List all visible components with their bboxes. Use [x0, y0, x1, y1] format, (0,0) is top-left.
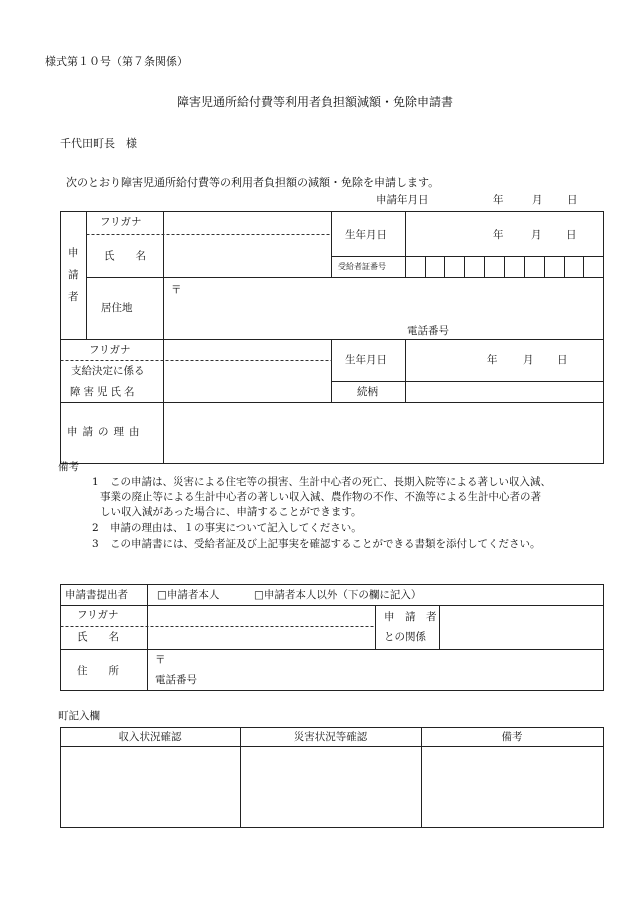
- note-2-line-1: 申請の理由は、１の事実について記入してください。: [110, 522, 362, 534]
- applicant-furigana-label: フリガナ: [100, 216, 142, 228]
- child-relationship-label: 続柄: [357, 386, 378, 398]
- child-birth-year: 年: [487, 354, 498, 366]
- submitter-relation-line2: との関係: [384, 631, 426, 643]
- note-1-line-1: この申請は、災害による住宅等の損害、生計中心者の死亡、長期入院等による著しい収入減、: [110, 476, 551, 488]
- application-date-month: 月: [532, 194, 543, 206]
- applicant-name-label: 氏 名: [104, 250, 146, 262]
- submitter-furigana-label: フリガナ: [77, 609, 119, 621]
- application-date-label: 申請年月日: [376, 194, 429, 206]
- submitter-option-other[interactable]: □申請者本人以外（下の欄に記入）: [254, 589, 422, 601]
- applicant-birth-year: 年: [493, 229, 504, 241]
- application-date-year: 年: [493, 194, 504, 206]
- intro-text: 次のとおり障害児通所給付費等の利用者負担額の減額・免除を申請します。: [66, 176, 440, 189]
- town-use-label: 町記入欄: [58, 710, 100, 722]
- child-birth-month: 月: [523, 354, 534, 366]
- submitter-postal-mark: 〒: [155, 654, 166, 666]
- submitter-relation-line1: 申 請 者: [384, 611, 437, 623]
- child-label-line2: 障害児氏名: [70, 386, 138, 398]
- submitter-address-label: 住 所: [77, 665, 119, 677]
- note-3-line-1: この申請書には、受給者証及び上記事実を確認することができる書類を添付してください。: [110, 538, 541, 550]
- town-use-col-disaster: 災害状況等確認: [293, 731, 368, 743]
- applicant-postal-mark: 〒: [171, 284, 182, 296]
- note-2-number: 2: [92, 522, 99, 534]
- submitter-phone-label: 電話番号: [155, 674, 197, 686]
- note-1-line-2: 事業の廃止等による生計中心者の著しい収入減、農作物の不作、不漁等による生計中心者の著: [100, 491, 541, 503]
- application-date-day: 日: [567, 194, 578, 206]
- applicant-section-label-2: 請: [68, 269, 79, 281]
- recipient-cert-number-label: 受給者証番号: [338, 262, 386, 271]
- form-number: 様式第１０号（第７条関係）: [45, 55, 188, 68]
- town-use-col-income: 収入状況確認: [118, 731, 182, 743]
- applicant-phone-label: 電話番号: [407, 325, 449, 337]
- applicant-address-label: 居住地: [101, 302, 133, 314]
- child-furigana-label: フリガナ: [89, 344, 131, 356]
- child-birth-day: 日: [557, 354, 568, 366]
- applicant-birth-day: 日: [566, 229, 577, 241]
- applicant-section-label-1: 申: [68, 247, 79, 259]
- submitter-name-label: 氏 名: [77, 631, 119, 643]
- notes-heading: 備考: [58, 461, 79, 473]
- note-1-line-3: しい収入減があった場合に、申請することができます。: [100, 506, 362, 518]
- town-use-col-remarks: 備考: [501, 731, 523, 743]
- reason-label: 申請の理由: [67, 426, 145, 438]
- page-title: 障害児通所給付費等利用者負担額減額・免除申請書: [176, 95, 453, 109]
- child-label-line1: 支給決定に係る: [71, 365, 145, 377]
- child-birth-date-label: 生年月日: [345, 354, 387, 366]
- note-3-number: 3: [92, 538, 99, 550]
- submitter-label: 申請書提出者: [65, 589, 128, 601]
- applicant-birth-month: 月: [531, 229, 542, 241]
- applicant-section-label-3: 者: [68, 291, 79, 303]
- note-1-number: 1: [92, 476, 99, 488]
- submitter-option-self[interactable]: □申請者本人: [157, 589, 220, 601]
- addressee: 千代田町長 様: [60, 137, 137, 150]
- applicant-birth-date-label: 生年月日: [345, 229, 387, 241]
